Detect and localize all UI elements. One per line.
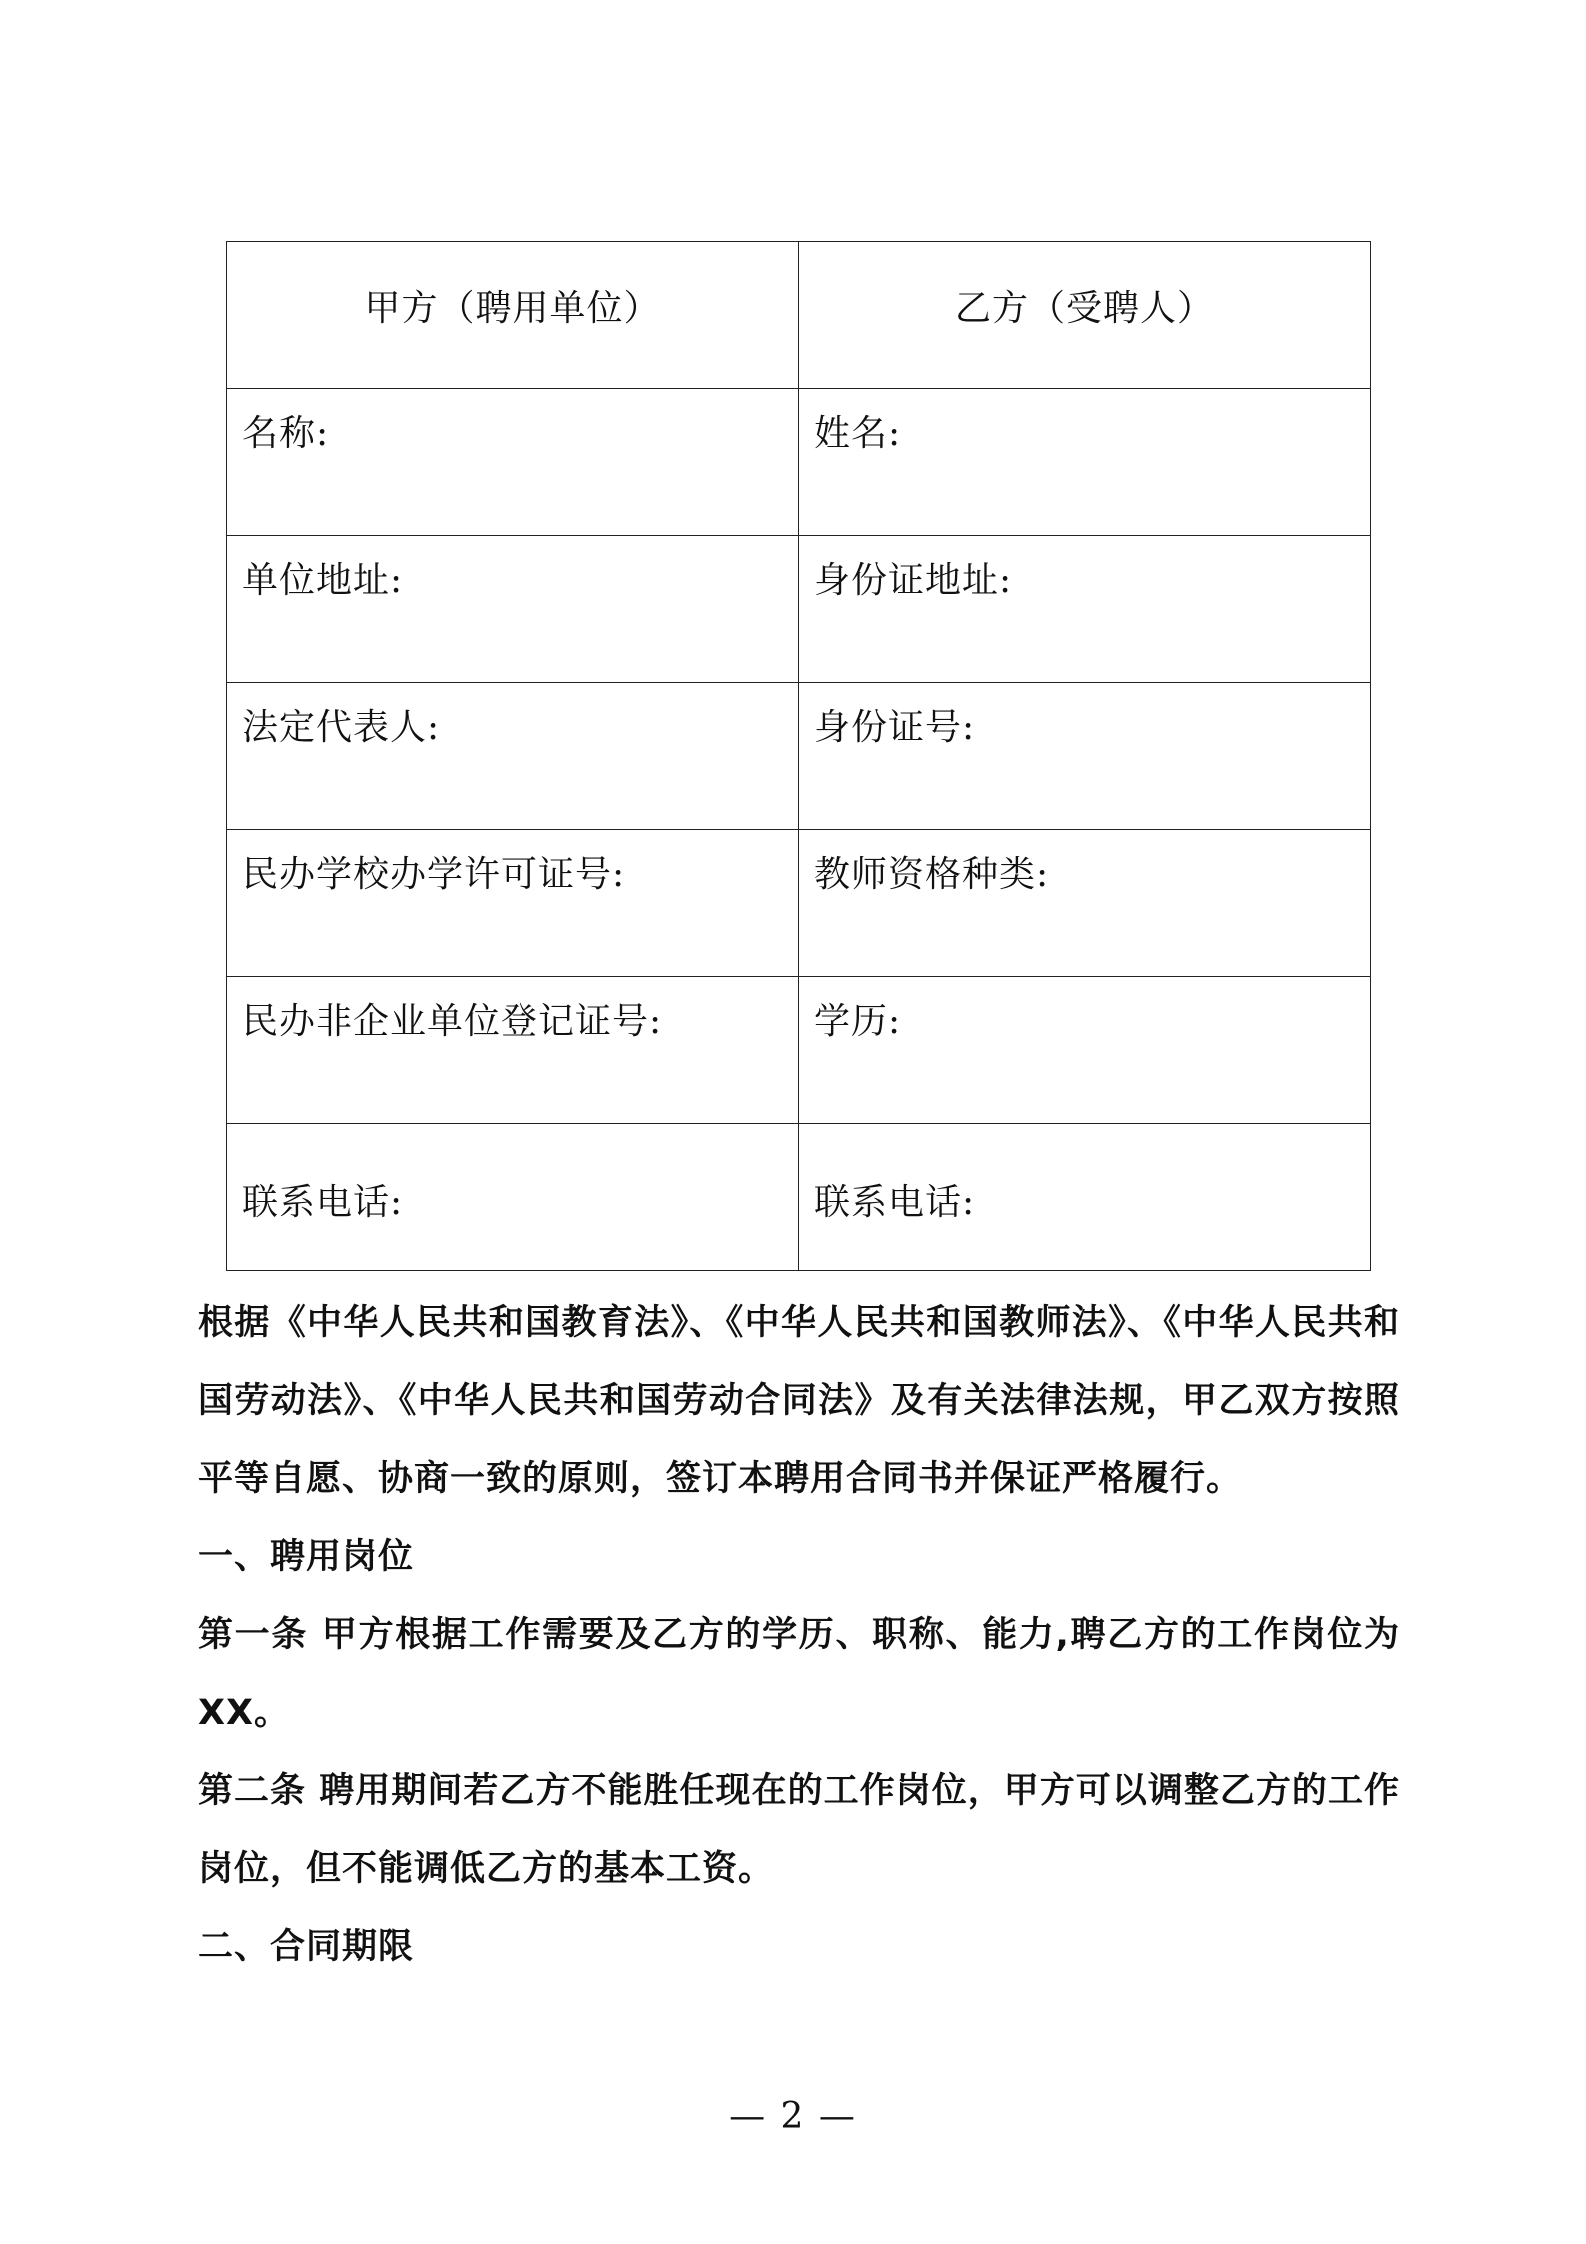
- party-b-id-number-label: 身份证号:: [814, 707, 976, 748]
- party-b-id-address-cell: [799, 536, 1371, 683]
- section-heading-position: 一、聘用岗位: [198, 1537, 415, 1577]
- article-2: 第二条 聘用期间若乙方不能胜任现在的工作岗位，甲方可以调整乙方的工作岗位，但不能调低乙方的基本工资。: [198, 1771, 1400, 1889]
- party-info-table: [226, 241, 1371, 1271]
- table-header-row: [227, 242, 1371, 389]
- table-row: [227, 1124, 1371, 1271]
- party-b-name-cell: [799, 389, 1371, 536]
- party-a-name-cell: [227, 389, 799, 536]
- party-a-school-license-label: 民办学校办学许可证号:: [242, 854, 626, 895]
- party-a-header-cell: [227, 242, 799, 389]
- contract-body: [198, 1284, 1398, 1986]
- party-a-phone-label: 联系电话:: [242, 1182, 404, 1223]
- party-a-school-license-cell: [227, 830, 799, 977]
- party-a-registration-label: 民办非企业单位登记证号:: [242, 1001, 663, 1042]
- party-b-id-address-label: 身份证地址:: [814, 560, 1013, 601]
- party-b-id-number-cell: [799, 683, 1371, 830]
- party-a-phone-cell: [227, 1124, 799, 1271]
- party-b-phone-cell: [799, 1124, 1371, 1271]
- table-row: [227, 830, 1371, 977]
- table-row: [227, 536, 1371, 683]
- party-a-legal-rep-cell: [227, 683, 799, 830]
- party-b-name-label: 姓名:: [814, 413, 902, 454]
- party-a-header: 甲方（聘用单位）: [364, 287, 661, 329]
- party-b-teacher-qualification-cell: [799, 830, 1371, 977]
- party-a-name-label: 名称:: [242, 413, 330, 454]
- table-row: [227, 683, 1371, 830]
- party-a-address-label: 单位地址:: [242, 560, 404, 601]
- party-a-registration-cell: [227, 977, 799, 1124]
- article-1: 第一条 甲方根据工作需要及乙方的学历、职称、能力,聘乙方的工作岗位为 XX。: [198, 1615, 1400, 1733]
- party-a-address-cell: [227, 536, 799, 683]
- party-b-education-cell: [799, 977, 1371, 1124]
- party-b-phone-label: 联系电话:: [814, 1182, 976, 1223]
- party-a-legal-rep-label: 法定代表人:: [242, 707, 441, 748]
- table-row: [227, 977, 1371, 1124]
- party-b-header: 乙方（受聘人）: [954, 287, 1214, 329]
- page-number: — 2 —: [729, 2096, 857, 2137]
- party-b-teacher-qualification-label: 教师资格种类:: [814, 854, 1050, 895]
- section-heading-term: 二、合同期限: [198, 1927, 415, 1967]
- party-b-header-cell: [799, 242, 1371, 389]
- intro-paragraph: 根据《中华人民共和国教育法》、《中华人民共和国教师法》、《中华人民共和国劳动法》、《中华人民共和国劳动合同法》及有关法律法规，甲乙双方按照平等自愿、协商一致的原则，签订本聘用合同书并保证严格履行。: [198, 1303, 1400, 1499]
- table-row: [227, 389, 1371, 536]
- party-b-education-label: 学历:: [814, 1001, 902, 1042]
